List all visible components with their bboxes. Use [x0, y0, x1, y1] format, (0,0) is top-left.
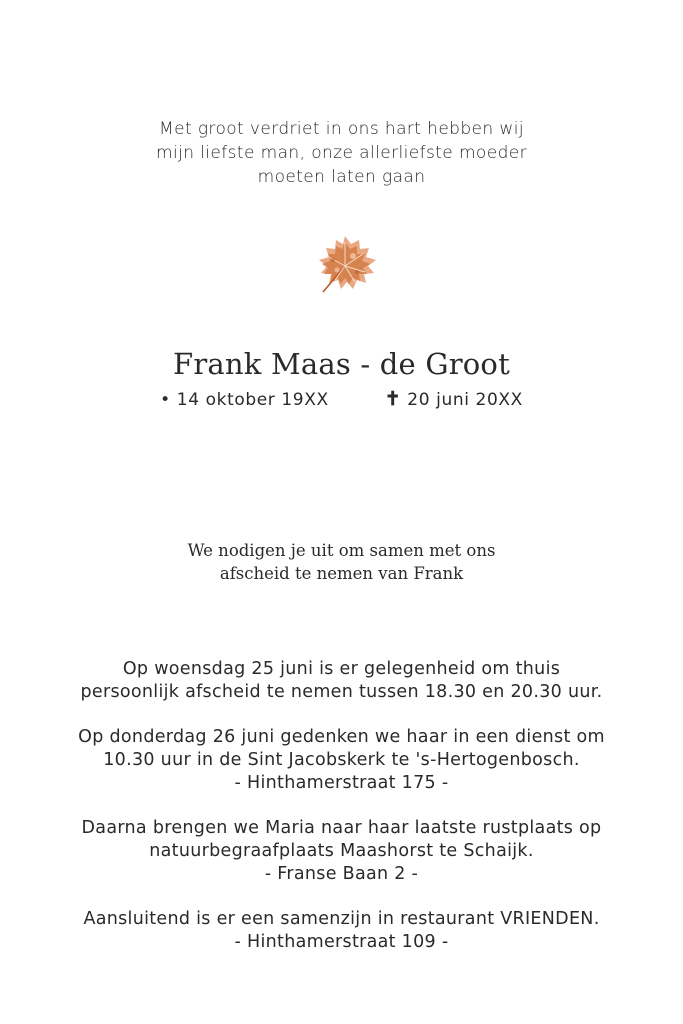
ceremony-details: [0, 658, 683, 976]
detail-line: Op woensdag 25 juni is er gelegenheid om thuis: [122, 659, 561, 679]
detail-paragraph-burial: [0, 817, 683, 886]
detail-paragraph-gathering: [0, 908, 683, 954]
detail-line: Daarna brengen we Maria naar haar laatste rustplaats op: [81, 818, 602, 838]
birth-symbol: •: [160, 390, 171, 410]
detail-paragraph-service: [0, 726, 683, 795]
invitation-text: [0, 539, 683, 585]
detail-address: - Franse Baan 2 -: [264, 864, 419, 884]
invitation-line: We nodigen je uit om samen met ons: [187, 541, 496, 560]
intro-line: Met groot verdriet in ons hart hebben wij: [159, 119, 524, 139]
intro-line: mijn liefste man, onze allerliefste moeder: [155, 143, 528, 163]
cross-icon: ✝: [384, 388, 402, 410]
death-date: 20 juni 20XX: [407, 390, 523, 410]
invitation-line: afscheid te nemen van Frank: [219, 564, 464, 583]
autumn-leaf-icon: [311, 232, 381, 298]
detail-line: Op donderdag 26 juni gedenken we haar in een dienst om: [78, 727, 605, 747]
intro-line: moeten laten gaan: [257, 167, 426, 187]
intro-text: [0, 117, 683, 189]
detail-line: natuurbegraafplaats Maashorst te Schaijk.: [149, 841, 534, 861]
detail-paragraph-visitation: [0, 658, 683, 704]
detail-line: persoonlijk afscheid te nemen tussen 18.30 en 20.30 uur.: [80, 682, 603, 702]
birth-date: 14 oktober 19XX: [176, 390, 329, 410]
detail-address: - Hinthamerstraat 109 -: [234, 932, 449, 952]
detail-line: Aansluitend is er een samenzijn in restaurant VRIENDEN.: [83, 909, 600, 929]
detail-address: - Hinthamerstraat 175 -: [234, 773, 449, 793]
life-dates: [0, 386, 683, 413]
deceased-name: Frank Maas - de Groot: [173, 347, 510, 381]
detail-line: 10.30 uur in de Sint Jacobskerk te 's-Hertogenbosch.: [103, 750, 580, 770]
